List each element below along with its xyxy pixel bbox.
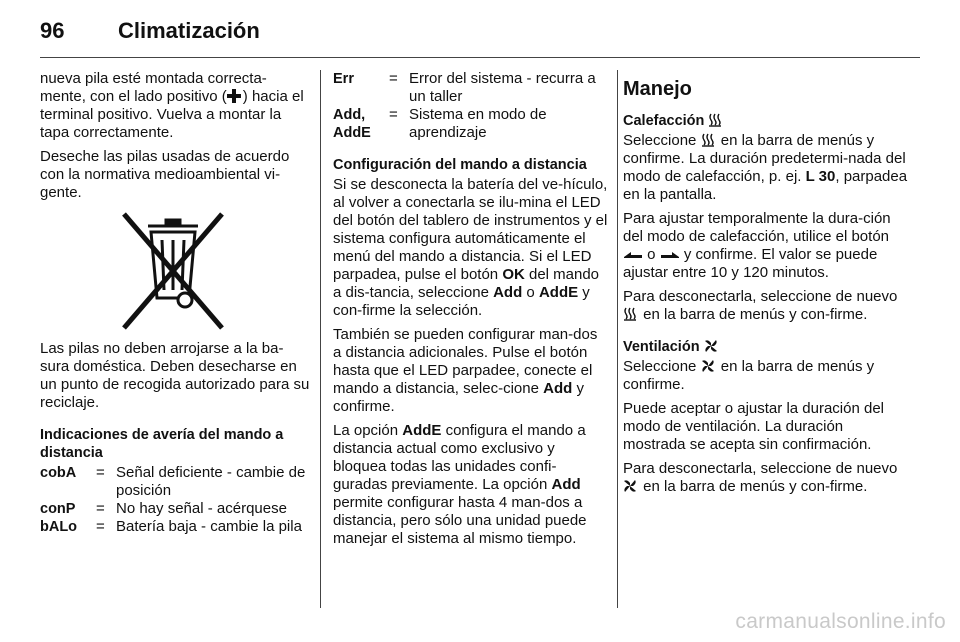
heating-icon (708, 113, 724, 127)
paragraph-heating-select: Seleccione en la barra de menús y confirme. La duración predetermi-nada del modo de calefacción, p. ej. L 30, parpadea en la pantalla. (623, 132, 908, 203)
fan-icon (623, 479, 639, 493)
fault-code-row: cobA = Señal deficiente - cambie de posición (40, 464, 306, 499)
heating-icon (623, 307, 639, 321)
column-1 (40, 70, 310, 536)
fault-code-list (40, 464, 310, 536)
section-heading-operation: Manejo (623, 78, 692, 100)
column-divider-2 (617, 70, 618, 608)
fault-code-list-cont (333, 70, 609, 142)
paragraph-ventilation-off: Para desconectarla, seleccione de nuevo en la barra de menús y con-firme. (623, 460, 898, 495)
paragraph-heating-adjust: Para ajustar temporalmente la dura-ción del modo de calefacción, utilice el botón o y confirme. El valor se puede ajustar entre 10 y 120 minutos. (623, 210, 891, 281)
paragraph-adde-option: La opción AddE configura el mando a distancia actual como exclusivo y bloquea todas las unidades confi-guradas previamente. La opción Add permite configurar hasta 4 man-dos a distancia, pero sólo una unidad puede manejar el sistema al mismo tiempo. (333, 422, 587, 547)
section-heading-fault-codes: Indicaciones de avería del mando a distancia (40, 427, 284, 461)
crossed-out-bin-icon (118, 212, 228, 330)
column-3 (623, 70, 909, 502)
paragraph-disposal: Deseche las pilas usadas de acuerdo con la normativa medioambiental vi-gente. (40, 148, 290, 201)
column-divider-1 (320, 70, 321, 608)
fault-code-row: conP = No hay señal - acérquese (40, 500, 287, 517)
arrow-right-icon (660, 248, 680, 262)
paragraph-ventilation-duration: Puede aceptar o ajustar la duración del modo de ventilación. La duración mostrada se acepta sin confirmación. (623, 400, 885, 453)
heating-icon (701, 133, 717, 147)
header-divider (40, 57, 920, 58)
subheading-ventilation: Ventilación (623, 338, 909, 356)
watermark: carmanualsonline.info (735, 610, 946, 633)
paragraph-household-waste: Las pilas no deben arrojarse a la ba-sura doméstica. Deben desecharse en un punto de recogida autorizado para su reciclaje. (40, 340, 310, 411)
fault-code-row: bALo = Batería baja - cambie la pila (40, 518, 302, 535)
paragraph-remote-config: Si se desconecta la batería del ve-hículo, al volver a conectarla se ilu-mina el LED del botón del tablero de instrumentos y el sistema configura automáticamente el menú del mando a distancia. Si el LED parpadea, pulse el botón OK del mando a dis-tancia, seleccione Add o AddE y con-firme la selección. (333, 176, 608, 319)
paragraph-heating-off: Para desconectarla, seleccione de nuevo en la barra de menús y con-firme. (623, 288, 898, 323)
fan-icon (701, 359, 717, 373)
paragraph-additional-remotes: También se pueden configurar man-dos a distancia adicionales. Pulse el botón hasta que el LED parpadee, conecte el mando a distancia, selec-cione Add y confirme. (333, 326, 598, 415)
plus-icon (227, 89, 243, 103)
page-header (40, 14, 920, 44)
column-2 (333, 70, 609, 554)
page-title: Climatización (118, 18, 260, 43)
arrow-left-icon (623, 248, 643, 262)
page-number: 96 (40, 18, 65, 43)
fault-code-row: Err = Error del sistema - recurra a un taller (333, 70, 596, 105)
fan-icon (704, 339, 720, 353)
paragraph-ventilation-select: Seleccione en la barra de menús y confirme. (623, 358, 875, 393)
paragraph-battery-install: nueva pila esté montada correcta-mente, con el lado positivo ( ) hacia el terminal positivo. Vuelva a montar la tapa correctamente. (40, 70, 304, 141)
section-heading-remote-config: Configuración del mando a distancia (333, 157, 587, 173)
fault-code-row: Add, AddE = Sistema en modo de aprendizaje (333, 106, 547, 141)
subheading-heating: Calefacción (623, 112, 909, 130)
